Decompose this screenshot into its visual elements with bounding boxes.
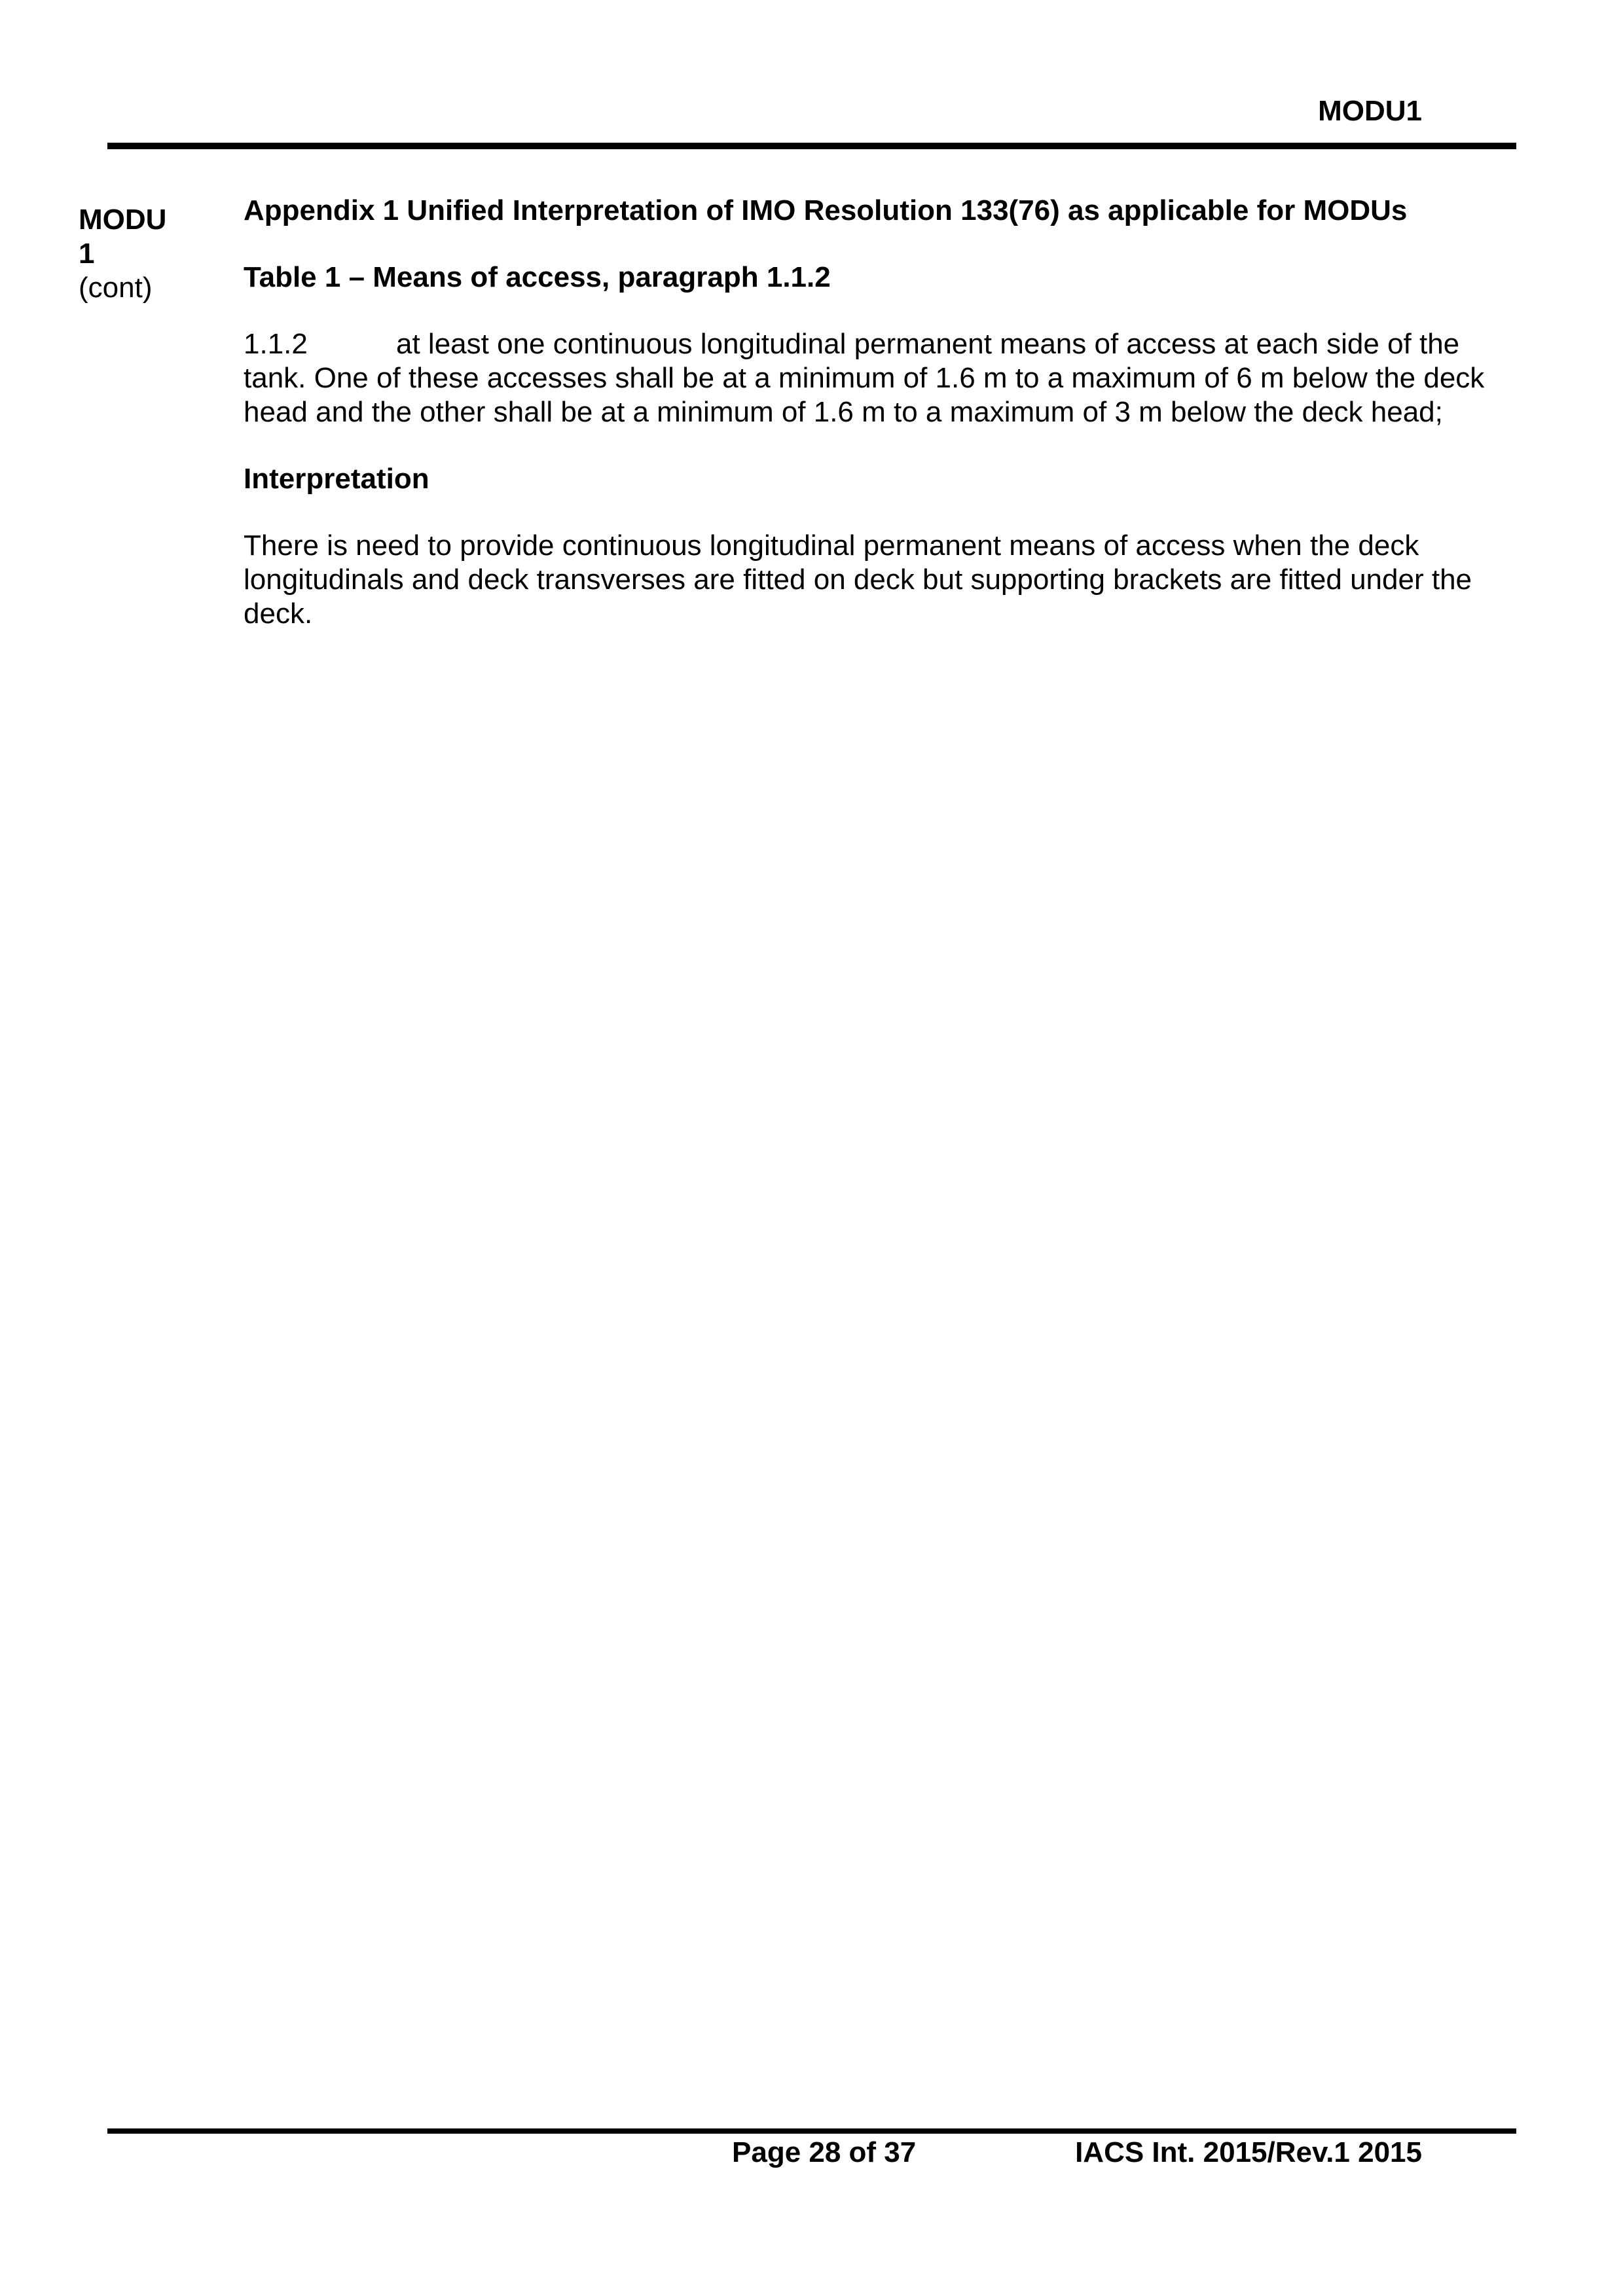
table-title: Table 1 – Means of access, paragraph 1.1.2 [244, 261, 831, 293]
header-rule [107, 143, 1516, 149]
header-label: MODU1 [1318, 95, 1422, 127]
footer-rule [107, 2128, 1516, 2134]
main-content [244, 194, 1487, 664]
interpretation-heading: Interpretation [244, 463, 429, 495]
paragraph-1-1-2 [244, 327, 1487, 429]
footer-page-number: Page 28 of 37 [732, 2136, 917, 2168]
paragraph-text: at least one continuous longitudinal permanent means of access at each side of the tank. One of these accesses shall be at a minimum of 1.6 m to a maximum of 6 m below the deck head and the other shall be at a minimum of 1.6 m to a maximum of 3 m below the deck head; [244, 328, 1485, 428]
interpretation-text: There is need to provide continuous longitudinal permanent means of access when the deck longitudinals and deck transverses are fitted on deck but supporting brackets are fitted under the deck. [244, 529, 1472, 630]
side-note [79, 203, 196, 305]
side-note-code-line2: 1 [79, 238, 95, 270]
footer-reference: IACS Int. 2015/Rev.1 2015 [1075, 2136, 1422, 2168]
side-note-code-line1: MODU [79, 204, 167, 236]
appendix-title: Appendix 1 Unified Interpretation of IMO Resolution 133(76) as applicable for MODUs [244, 194, 1408, 226]
side-note-cont: (cont) [79, 272, 153, 304]
paragraph-number: 1.1.2 [244, 328, 308, 360]
